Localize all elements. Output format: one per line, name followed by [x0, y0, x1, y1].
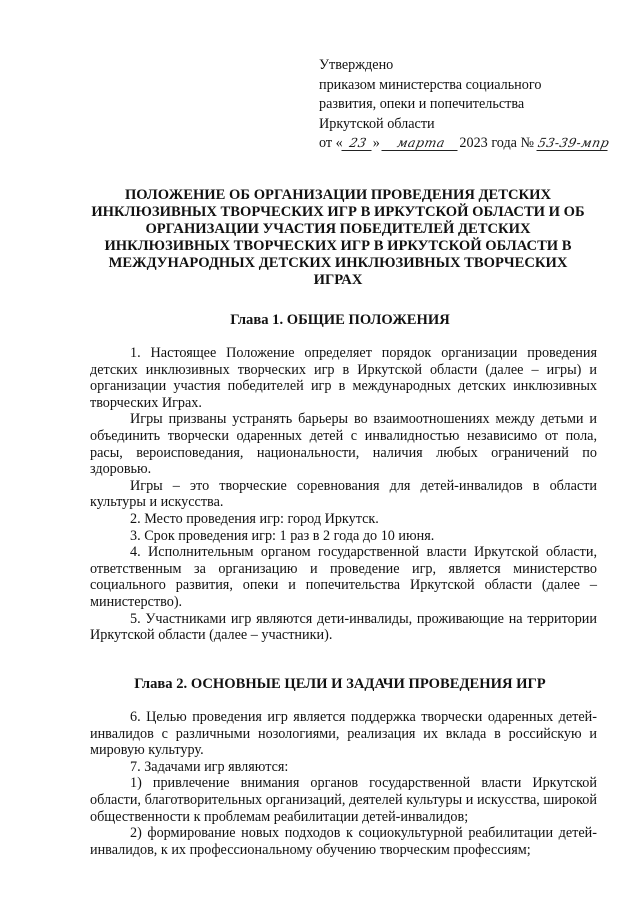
- paragraph: 1) привлечение внимания органов государственной власти Иркутской области, благотворительных организаций, деятелей культуры и искусства, широкой общественности к проблемам реабилитации детей-инвалидов;: [90, 775, 597, 825]
- paragraph: 6. Целью проведения игр является поддержка творчески одаренных детей-инвалидов с различными нозологиями, реализация их вклада в российскую и мировую культуру.: [90, 709, 597, 759]
- paragraph: 3. Срок проведения игр: 1 раз в 2 года до 10 июня.: [130, 527, 435, 544]
- approval-title: Утверждено: [319, 57, 394, 73]
- paragraph: 4. Исполнительным органом государственной власти Иркутской области, ответственным за организацию и проведение игр, является министерство социального развития, опеки и попечительства Иркутской области (далее – министерство).: [90, 544, 597, 610]
- chapter-1-heading: Глава 1. ОБЩИЕ ПОЛОЖЕНИЯ: [230, 312, 450, 328]
- paragraph: 5. Участниками игр являются дети-инвалиды, проживающие на территории Иркутской области (далее – участники).: [90, 610, 597, 644]
- approval-order-line: приказом министерства социального: [319, 76, 542, 93]
- approval-ministry-line: развития, опеки и попечительства: [319, 96, 525, 112]
- paragraph: Игры призваны устранять барьеры во взаимоотношениях между детьми и объединить творчески одаренных детей с инвалидностью независимо от пола, расы, вероисповедания, национальности, наличия любых ограничений по здоровью.: [90, 411, 597, 478]
- date-year-number-label: 2023 года №: [459, 135, 535, 151]
- approval-date-line: [319, 134, 619, 154]
- handwritten-day: 23: [341, 136, 374, 151]
- paragraph: 1. Настоящее Положение определяет порядок организации проведения детских инклюзивных творческих игр в Иркутской области (далее – игры) и организации участия победителей игр в международных детских инклюзивных творческих Играх.: [90, 345, 597, 411]
- chapter-1-body: [90, 345, 597, 644]
- paragraph: 2. Место проведения игр: город Иркутск.: [130, 510, 379, 527]
- approval-region-line: Иркутской области: [319, 115, 435, 132]
- date-prefix: от «: [319, 135, 343, 151]
- handwritten-order-number: 53-39-мпр: [536, 135, 611, 150]
- paragraph: 7. Задачами игр являются:: [130, 758, 289, 775]
- date-day-suffix: »: [372, 135, 380, 151]
- chapter-2-heading: Глава 2. ОСНОВНЫЕ ЦЕЛИ И ЗАДАЧИ ПРОВЕДЕНИЯ ИГР: [134, 676, 546, 692]
- paragraph: Игры – это творческие соревнования для детей-инвалидов в области культуры и искусства.: [90, 477, 597, 511]
- approval-block: [319, 56, 619, 154]
- handwritten-month: марта: [382, 136, 461, 151]
- document-title: ПОЛОЖЕНИЕ ОБ ОРГАНИЗАЦИИ ПРОВЕДЕНИЯ ДЕТСКИХ ИНКЛЮЗИВНЫХ ТВОРЧЕСКИХ ИГР В ИРКУТСКОЙ ОБЛАСТИ И ОБ ОРГАНИЗАЦИИ УЧАСТИЯ ПОБЕДИТЕЛЕЙ ДЕТСКИХ ИНКЛЮЗИВНЫХ ТВОРЧЕСКИХ ИГР В ИРКУТСКОЙ ОБЛАСТИ В МЕЖДУНАРОДНЫХ ДЕТСКИХ ИНКЛЮЗИВНЫХ ТВОРЧЕСКИХ ИГРАХ: [91, 187, 585, 288]
- chapter-2-body: [90, 709, 597, 858]
- paragraph: 2) формирование новых подходов к социокультурной реабилитации детей-инвалидов, к их профессиональному обучению творческим профессиям;: [90, 825, 597, 858]
